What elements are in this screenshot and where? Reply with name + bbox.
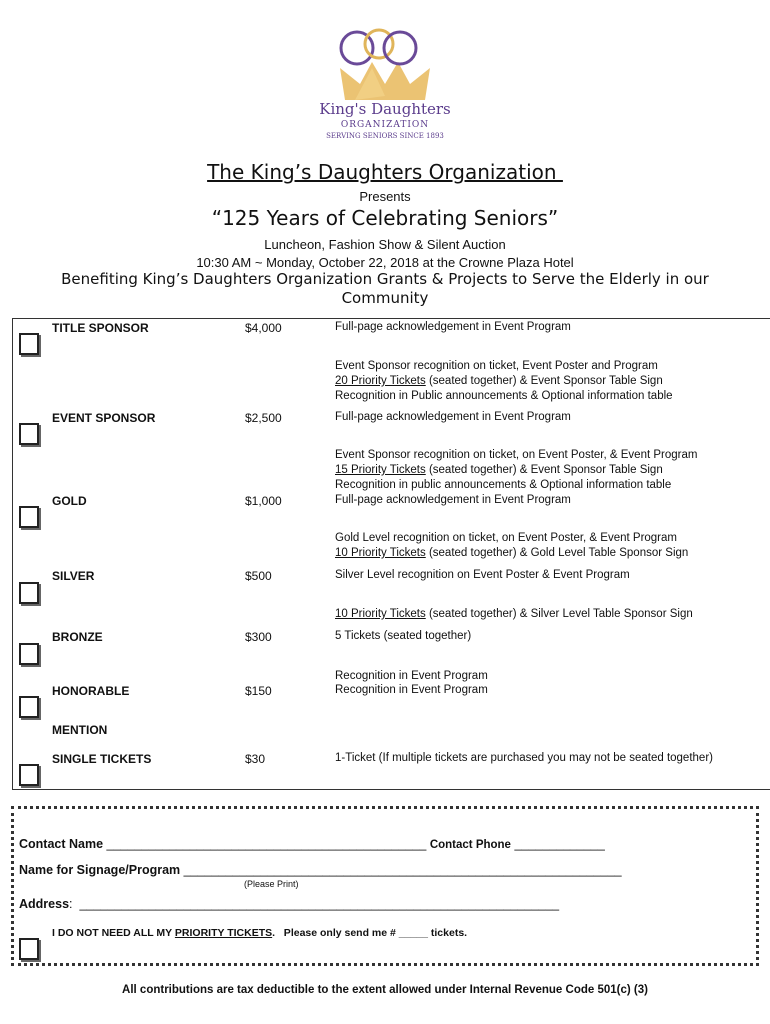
tier-desc-rest: (seated together) & Event Sponsor Table Sign	[425, 375, 663, 387]
tier-desc-rest: (seated together) & Gold Level Table Sponsor Sign	[425, 547, 689, 559]
organization-logo	[300, 28, 470, 148]
address-label: Address	[19, 897, 70, 911]
logo-org: ORGANIZATION	[340, 120, 430, 130]
tier-price: $500	[245, 569, 272, 583]
contact-phone-input[interactable]: _____________	[514, 837, 605, 851]
priority-tickets-link: 20 Priority Tickets	[335, 375, 426, 387]
please-print-note: (Please Print)	[244, 879, 299, 889]
gold-checkbox[interactable]	[19, 506, 39, 528]
tier-name: EVENT SPONSOR	[52, 411, 156, 425]
tier-desc: Full-page acknowledgement in Event Program	[335, 494, 571, 506]
title-sponsor-checkbox[interactable]	[19, 333, 39, 355]
contact-name-row	[19, 837, 605, 851]
tier-desc: Full-page acknowledgement in Event Program	[335, 321, 571, 333]
tier-desc: Recognition in public announcements & Optional information table	[335, 479, 672, 491]
tier-desc	[335, 375, 663, 387]
silver-checkbox[interactable]	[19, 582, 39, 604]
tier-price: $4,000	[245, 321, 282, 335]
tier-desc-rest: (seated together) & Silver Level Table Sponsor Sign	[425, 608, 693, 620]
tier-desc: 5 Tickets (seated together)	[335, 630, 472, 642]
tier-price: $150	[245, 684, 272, 698]
presents-text: Presents	[359, 189, 411, 204]
crown-rings-icon	[300, 28, 470, 108]
tier-desc: Recognition in Event Program	[335, 670, 488, 682]
benefit-line-2: Community	[341, 289, 429, 307]
tier-desc: Gold Level recognition on ticket, on Event Poster, & Event Program	[335, 532, 677, 544]
contact-name-input[interactable]: ______________________________________________	[106, 837, 427, 851]
logo-name: King's Daughters	[319, 100, 451, 118]
address-input[interactable]: _____________________________________________________________________	[79, 897, 560, 911]
signage-label: Name for Signage/Program	[19, 863, 181, 877]
tier-name: SILVER	[52, 569, 95, 583]
tier-name-2: MENTION	[52, 723, 108, 737]
event-sponsor-checkbox[interactable]	[19, 423, 39, 445]
signage-input[interactable]: _______________________________________________________________	[183, 863, 622, 877]
bronze-checkbox[interactable]	[19, 643, 39, 665]
opt-out-prefix: I DO NOT NEED ALL MY	[52, 927, 175, 939]
tier-desc: Silver Level recognition on Event Poster & Event Program	[335, 569, 630, 581]
tier-desc: Full-page acknowledgement in Event Program	[335, 411, 571, 423]
logo-tagline: SERVING SENIORS SINCE 1893	[326, 132, 444, 140]
tier-price: $2,500	[245, 411, 282, 425]
tier-desc: Recognition in Public announcements & Optional information table	[335, 390, 673, 402]
benefit-line-1: Benefiting King’s Daughters Organization Grants & Projects to Serve the Elderly in our	[61, 270, 709, 288]
contact-name-label: Contact Name	[19, 837, 104, 851]
tier-name: HONORABLE	[52, 684, 130, 698]
tier-name: GOLD	[52, 494, 87, 508]
opt-out-checkbox[interactable]	[19, 938, 39, 960]
event-name: “125 Years of Celebrating Seniors”	[211, 206, 559, 230]
tier-desc: Recognition in Event Program	[335, 684, 488, 696]
tier-price: $1,000	[245, 494, 282, 508]
page-title: The King’s Daughters Organization	[207, 160, 563, 184]
tier-price: $300	[245, 630, 272, 644]
contact-form	[11, 806, 759, 966]
honorable-mention-checkbox[interactable]	[19, 696, 39, 718]
opt-out-priority-link: PRIORITY TICKETS	[174, 927, 273, 939]
tier-name: TITLE SPONSOR	[52, 321, 149, 335]
tier-name: SINGLE TICKETS	[52, 752, 152, 766]
tier-desc	[335, 608, 693, 620]
tier-desc-rest: (seated together) & Event Sponsor Table Sign	[425, 464, 663, 476]
event-datetime: 10:30 AM ~ Monday, October 22, 2018 at the Crowne Plaza Hotel	[196, 255, 574, 270]
signage-row	[19, 863, 622, 877]
priority-tickets-link: 10 Priority Tickets	[335, 608, 426, 620]
tier-desc: 1-Ticket (If multiple tickets are purchased you may not be seated together)	[335, 752, 713, 764]
single-tickets-checkbox[interactable]	[19, 764, 39, 786]
priority-tickets-link: 15 Priority Tickets	[335, 464, 426, 476]
tier-desc: Event Sponsor recognition on ticket, on Event Poster, & Event Program	[335, 449, 698, 461]
event-type: Luncheon, Fashion Show & Silent Auction	[264, 237, 506, 252]
tier-price: $30	[245, 752, 266, 766]
tier-desc: Event Sponsor recognition on ticket, Event Poster and Program	[335, 360, 658, 372]
opt-out-text	[52, 927, 467, 939]
priority-tickets-link: 10 Priority Tickets	[335, 547, 426, 559]
tier-desc	[335, 464, 663, 476]
contact-phone-label: Contact Phone	[429, 839, 511, 851]
opt-out-suffix: . Please only send me # _____ tickets.	[272, 927, 468, 939]
address-row: Address: _____________________________________________________________________	[19, 897, 560, 911]
tier-name: BRONZE	[52, 630, 103, 644]
tax-footer: All contributions are tax deductible to the extent allowed under Internal Revenue Code 501(c) (3)	[122, 984, 648, 996]
tier-desc	[335, 547, 688, 559]
